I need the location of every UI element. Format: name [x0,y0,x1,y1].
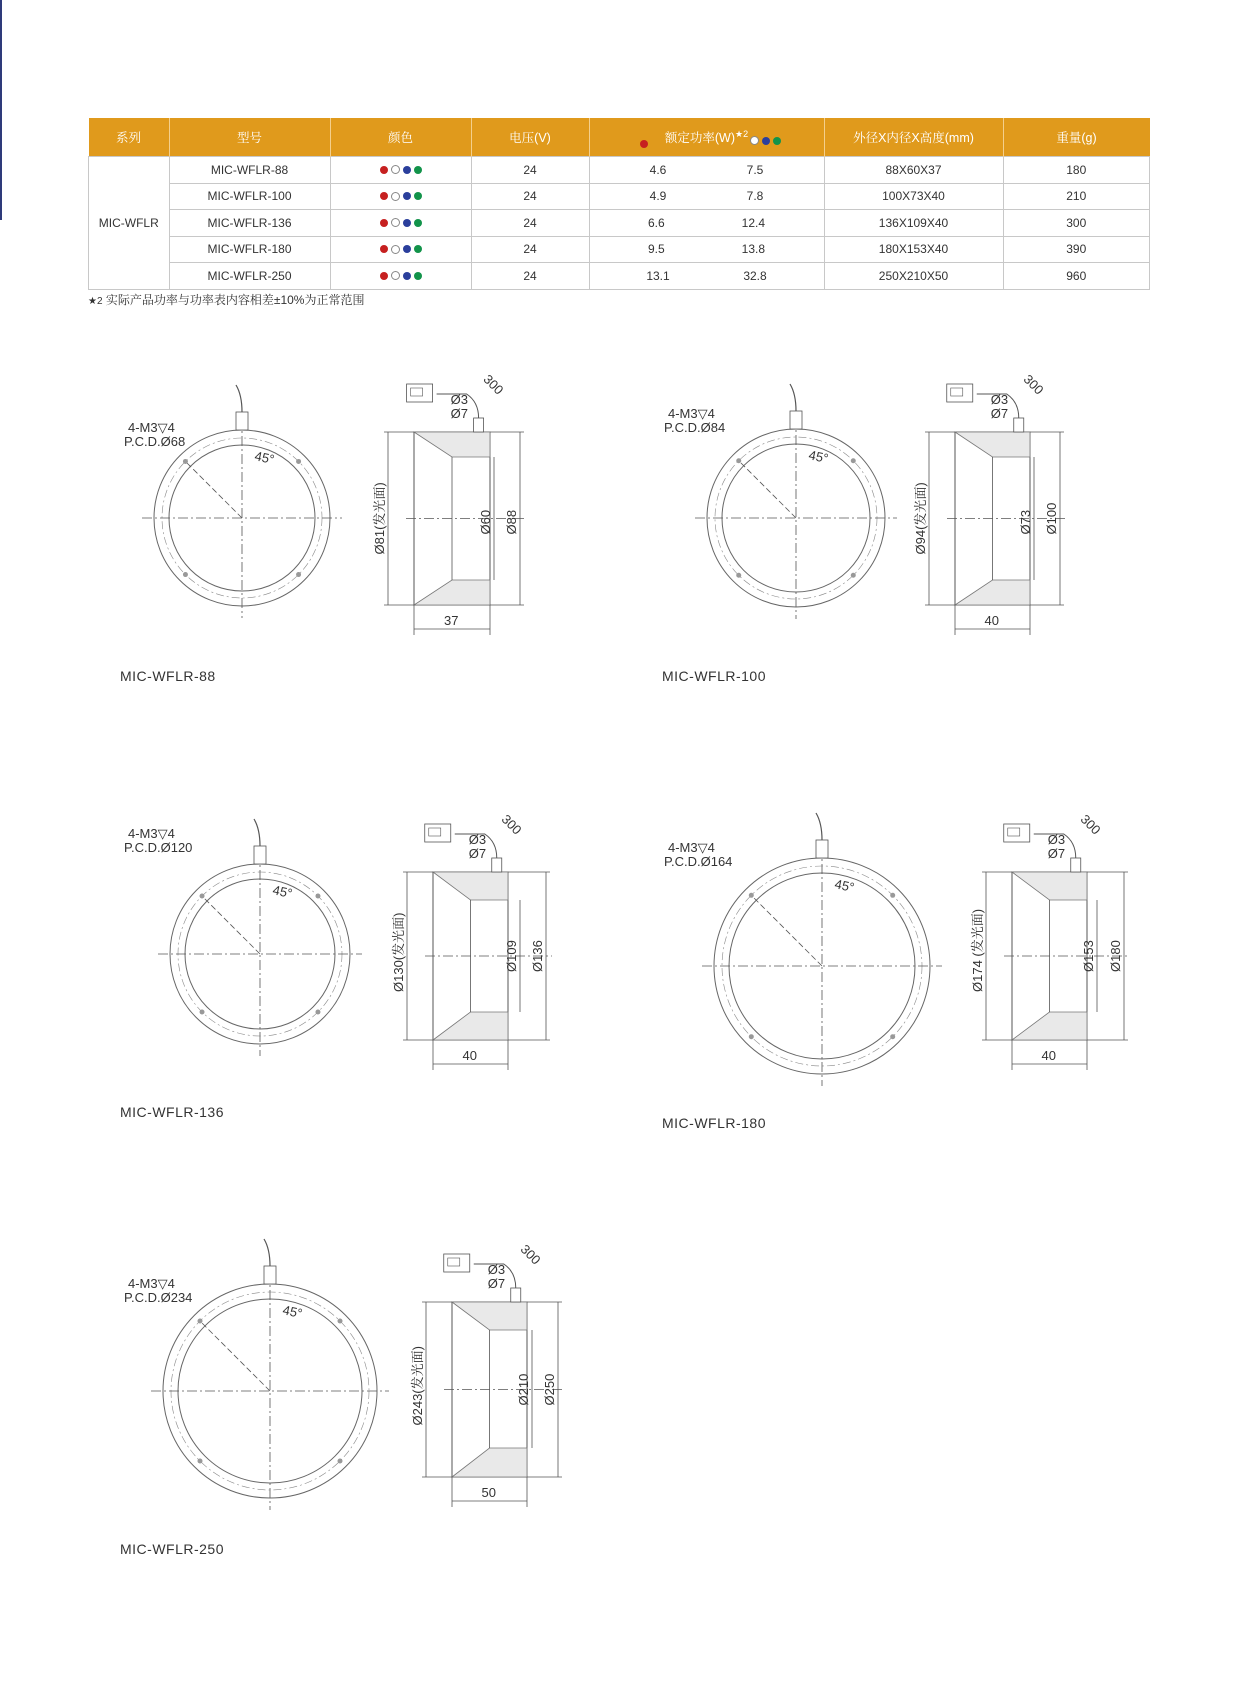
gland-diameter-label: Ø7 [990,406,1009,421]
power-other-value: 7.5 [746,162,764,177]
voltage-cell: 24 [471,210,589,237]
mount-hole [890,893,895,898]
emit-diameter-label: Ø130(发光面) [391,912,406,992]
mount-hole [749,1034,754,1039]
section-bottom [414,580,490,605]
outer-diameter-label: Ø88 [504,509,519,535]
cable-diameter-label: Ø3 [468,832,487,847]
dims-cell: 250X210X50 [824,263,1003,290]
angle-label: 45° [253,448,276,468]
weight-cell: 300 [1003,210,1150,237]
cable-length-label: 300 [1077,811,1104,838]
inner-diameter-label: Ø73 [1018,509,1033,535]
header-model: 型号 [169,118,330,157]
mount-hole [337,1458,342,1463]
power-other-value: 7.8 [746,189,764,204]
power-red-value: 9.5 [647,242,665,257]
angle-line [752,896,822,966]
connector-pin [448,1258,460,1266]
mount-hole [749,893,754,898]
dims-cell: 100X73X40 [824,183,1003,210]
cable-diameter-label: Ø3 [990,392,1009,407]
angle-line [203,897,260,954]
weight-cell: 960 [1003,263,1150,290]
header-weight: 重量(g) [1003,118,1150,157]
section-bottom [955,580,1030,605]
footnote-ref: ★2 [735,128,749,139]
voltage-cell: 24 [471,263,589,290]
power-red-value: 4.9 [649,189,667,204]
side-gland [511,1288,521,1302]
section-bottom [433,1012,508,1040]
angle-line [201,1322,270,1391]
gland-diameter-label: Ø7 [468,846,487,861]
footnote-text: 实际产品功率与功率表内容相差±10%为正常范围 [105,293,365,307]
outer-diameter-label: Ø180 [1108,940,1123,972]
drawing-caption: MIC-WFLR-250 [120,1541,225,1557]
side-gland [474,418,484,432]
dims-cell: 180X153X40 [824,236,1003,263]
voltage-cell: 24 [471,236,589,263]
section-top [414,432,490,457]
mount-hole [315,1009,320,1014]
power-red-value: 6.6 [647,215,665,230]
mount-hole [337,1319,342,1324]
voltage-cell: 24 [471,157,589,184]
model-cell: MIC-WFLR-180 [169,236,330,263]
connector-pin [951,388,963,396]
outer-diameter-label: Ø250 [542,1373,557,1406]
hole-spec-label: 4-M3▽4 [668,840,715,855]
section-top [1012,872,1087,900]
angle-label: 45° [271,882,294,902]
angle-label: 45° [807,447,830,467]
mount-hole [736,458,741,463]
mount-hole [315,894,320,899]
weight-cell: 390 [1003,236,1150,263]
section-top [452,1302,527,1330]
section-top [433,872,508,900]
model-cell: MIC-WFLR-250 [169,263,330,290]
hole-spec-label: 4-M3▽4 [128,826,175,841]
model-cell: MIC-WFLR-100 [169,183,330,210]
inner-diameter-label: Ø153 [1081,940,1096,972]
height-label: 40 [1041,1048,1056,1063]
drawing-mic-wflr-100 [664,372,1066,635]
angle-label: 45° [281,1302,304,1322]
gland-diameter-label: Ø7 [450,406,468,421]
power-red-value: 4.6 [649,162,667,177]
drawing-caption: MIC-WFLR-100 [662,668,767,684]
mount-hole [296,459,301,464]
height-label: 40 [462,1048,477,1063]
mount-hole [851,458,856,463]
cable-gland [816,840,828,858]
header-power-label: 额定功率(W) [664,131,736,145]
mount-hole [851,573,856,578]
mount-hole [296,572,301,577]
drawing-caption: MIC-WFLR-136 [120,1104,225,1120]
section-top [955,432,1030,457]
series-cell: MIC-WFLR [89,157,170,290]
section-bottom [452,1448,527,1477]
cable-length-label: 300 [498,811,525,838]
footnote-mark: ★2 [88,296,103,307]
power-other-value: 12.4 [741,215,765,230]
drawing-mic-wflr-250 [124,1239,564,1510]
connector-pin [1008,828,1020,836]
section-bottom [1012,1012,1087,1040]
emit-diameter-label: Ø81(发光面) [372,482,387,555]
hole-spec-label: 4-M3▽4 [668,406,715,421]
drawing-mic-wflr-88 [124,372,526,635]
drawing-caption: MIC-WFLR-88 [120,668,216,684]
voltage-cell: 24 [471,183,589,210]
hole-spec-label: 4-M3▽4 [128,1276,175,1291]
height-label: 50 [481,1485,496,1500]
header-color: 颜色 [330,118,471,157]
mount-hole [200,894,205,899]
side-gland [1071,858,1081,872]
hole-spec-label: 4-M3▽4 [128,420,175,435]
mount-hole [198,1319,203,1324]
weight-cell: 210 [1003,183,1150,210]
emit-diameter-label: Ø174 (发光面) [970,908,985,992]
mount-hole [200,1009,205,1014]
inner-diameter-label: Ø109 [504,940,519,972]
outer-diameter-label: Ø100 [1044,502,1059,535]
pcd-label: P.C.D.Ø120 [124,840,193,855]
power-red-value: 13.1 [646,268,670,283]
gland-diameter-label: Ø7 [487,1276,506,1291]
drawing-mic-wflr-136 [124,812,552,1070]
inner-diameter-label: Ø210 [516,1373,531,1406]
cable-gland [790,411,802,429]
header-dims: 外径X内径X高度(mm) [824,118,1003,157]
gland-diameter-label: Ø7 [1047,846,1066,861]
cable-length-label: 300 [1020,371,1047,398]
height-label: 37 [444,613,459,628]
emit-diameter-label: Ø94(发光面) [913,482,928,555]
drawing-mic-wflr-180 [664,812,1130,1086]
dims-cell: 88X60X37 [824,157,1003,184]
cable-diameter-label: Ø3 [1047,832,1066,847]
power-other-value: 32.8 [743,268,767,283]
pcd-label: P.C.D.Ø68 [124,434,186,449]
model-cell: MIC-WFLR-136 [169,210,330,237]
cable-length-label: 300 [517,1241,544,1268]
cable-diameter-label: Ø3 [487,1262,506,1277]
connector-pin [429,828,441,836]
power-other-value: 13.8 [741,242,765,257]
side-gland [492,858,502,872]
header-voltage: 电压(V) [471,118,589,157]
cable-length-label: 300 [480,371,507,398]
pcd-label: P.C.D.Ø164 [664,854,733,869]
height-label: 40 [984,613,999,628]
cable-diameter-label: Ø3 [450,392,468,407]
model-cell: MIC-WFLR-88 [169,157,330,184]
mount-hole [183,572,188,577]
angle-line [739,461,796,518]
pcd-label: P.C.D.Ø84 [664,420,726,435]
mount-hole [183,459,188,464]
drawing-caption: MIC-WFLR-180 [662,1115,767,1131]
weight-cell: 180 [1003,157,1150,184]
angle-line [186,462,242,518]
header-series: 系列 [89,118,170,157]
outer-diameter-label: Ø136 [530,940,545,972]
pcd-label: P.C.D.Ø234 [124,1290,193,1305]
emit-diameter-label: Ø243(发光面) [410,1346,425,1426]
mount-hole [890,1034,895,1039]
mount-hole [736,573,741,578]
inner-diameter-label: Ø60 [478,509,493,535]
cable-gland [264,1266,276,1284]
mount-hole [198,1458,203,1463]
angle-label: 45° [833,876,856,896]
side-gland [1014,418,1024,432]
cable-gland [236,412,248,430]
cable-gland [254,846,266,864]
dims-cell: 136X109X40 [824,210,1003,237]
connector-pin [411,388,423,396]
